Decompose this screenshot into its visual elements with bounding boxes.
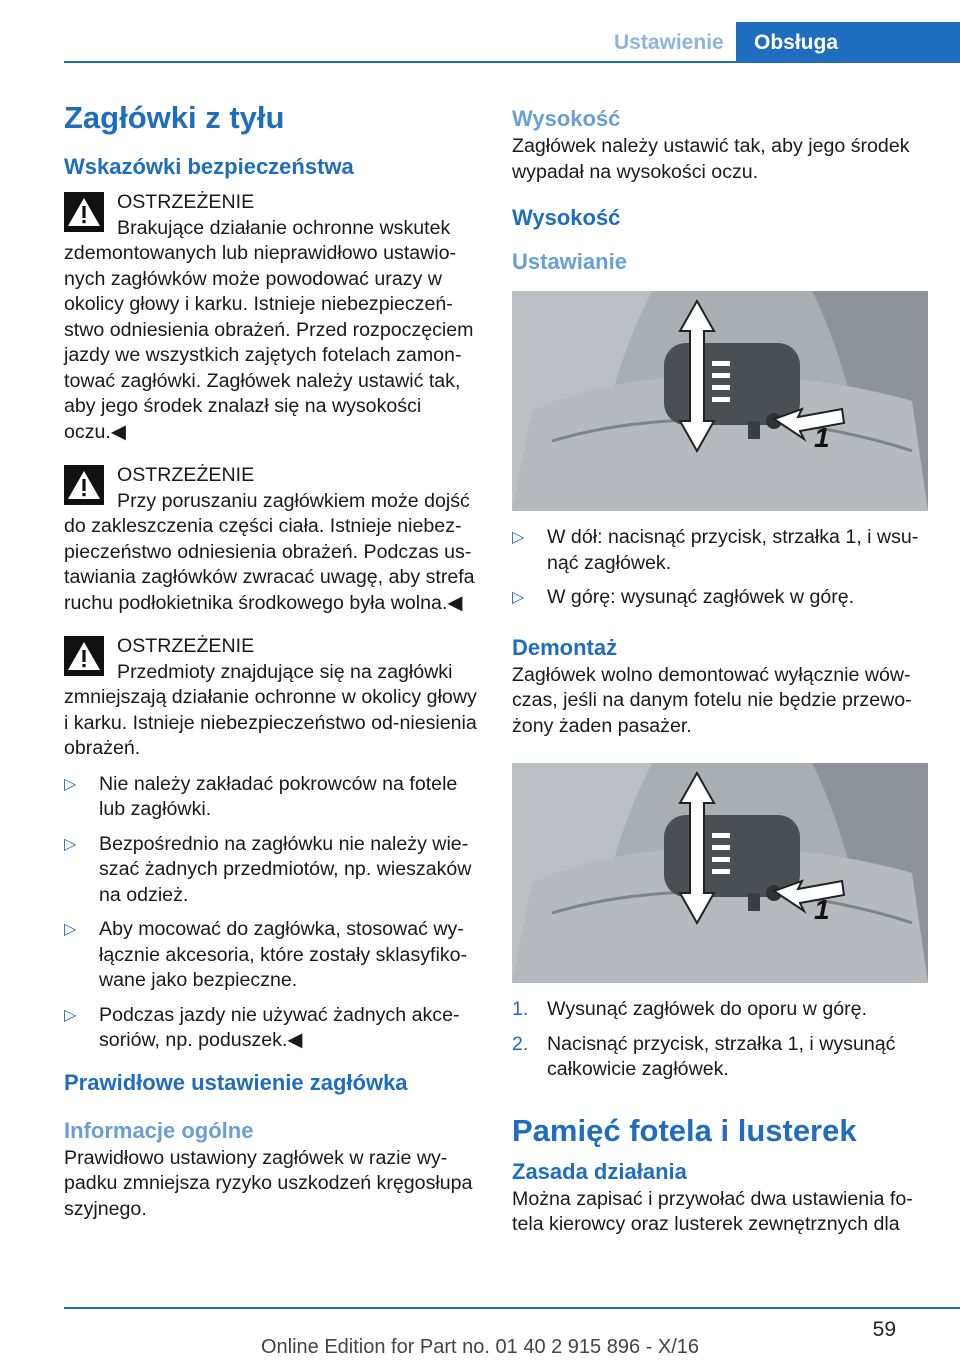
callout-label: 1	[814, 422, 830, 453]
headrest-adjust-photo	[512, 291, 928, 511]
left-column	[64, 96, 480, 1222]
warning-text: zdemontowanych lub nieprawidłowo ustawio-nych zagłówków może powodować urazy w okolicy głowy i karku. Istnieje niebezpieczeń-stwo odniesienia obrażeń. Przed rozpoczęciem jazdy we wszystkich zajętych fotelach zamon-tować zagłówki. Zagłówek należy ustawić tak, aby jego środek znalazł się na wysokości oczu.◀	[64, 242, 474, 443]
list-item: ▷ Nie należy zakładać pokrowców na fotele lub zagłówki.	[64, 772, 458, 820]
step-number: 1.	[512, 998, 529, 1020]
bullet-marker-icon: ▷	[64, 775, 77, 793]
bullet-marker-icon: ▷	[64, 921, 77, 938]
warning-block-1	[64, 190, 480, 445]
footer-rule	[64, 1307, 960, 1309]
page-number: 59	[872, 1318, 896, 1341]
bullet-marker-icon: ▷	[64, 1006, 77, 1024]
list-item: 2. Nacisnąć przycisk, strzałka 1, i wysunąć całkowicie zagłówek.	[512, 1032, 896, 1080]
section-title: Zagłówki z tyłu	[64, 100, 285, 135]
warning-text: do zakleszczenia części ciała. Istnieje niebez-pieczeństwo odniesienia obrażeń. Podczas us-tawiania zagłówków zwracać uwagę, aby strefa ruchu podłokietnika środkowego była wolna.◀	[64, 515, 475, 614]
warning-text-first: Brakujące działanie ochronne wskutek	[117, 216, 451, 239]
safety-bullet-list	[64, 772, 480, 1054]
height-heading: Wysokość	[512, 106, 621, 131]
headrest-removal-photo	[512, 763, 928, 983]
warning-icon	[64, 465, 104, 505]
correct-adjustment-heading: Prawidłowe ustawienie zagłówka	[64, 1069, 408, 1095]
list-item: ▷ W dół: nacisnąć przycisk, strzałka 1, i wsu-nąć zagłówek.	[512, 526, 919, 574]
list-item: ▷ Podczas jazdy nie używać żadnych akce-soriów, np. poduszek.◀	[64, 1003, 460, 1051]
warning-text-first: Przedmioty znajdujące się na zagłówki	[117, 660, 453, 683]
removal-steps-list	[512, 997, 928, 1083]
page-header	[0, 0, 960, 62]
warning-icon	[64, 192, 104, 232]
warning-text-first: Przy poruszaniu zagłówkiem może dojść	[117, 489, 470, 512]
height-heading-2: Wysokość	[512, 205, 621, 230]
removal-heading: Demontaż	[512, 634, 618, 660]
bullet-marker-icon: ▷	[64, 835, 77, 853]
step-number: 2.	[512, 1032, 529, 1055]
list-item: ▷ W górę: wysunąć zagłówek w górę.	[512, 585, 928, 611]
warning-title: OSTRZEŻENIE	[117, 464, 255, 486]
list-item: ▷ Aby mocować do zagłówka, stosować wy-łącznie akcesoria, które zostały sklasyfiko-wane jako bezpieczne.	[64, 918, 468, 991]
callout-label: 1	[814, 894, 830, 925]
adjust-bullet-list	[512, 525, 928, 611]
warning-block-2	[64, 463, 480, 616]
removal-text: Zagłówek wolno demontować wyłącznie wów-czas, jeśli na danym fotelu nie będzie przewo-żony żaden pasażer.	[512, 663, 912, 737]
header-rule	[64, 61, 960, 63]
edition-footer: Online Edition for Part no. 01 40 2 915 896 - X/16	[260, 1336, 700, 1358]
list-item: 1. Wysunąć zagłówek do oporu w górę.	[512, 997, 928, 1023]
warning-title: OSTRZEŻENIE	[117, 635, 255, 657]
warning-text: zmniejszają działanie ochronne w okolicy głowy i karku. Istnieje niebezpieczeństwo od-niesienia obrażeń.	[64, 686, 477, 759]
list-item: ▷ Bezpośrednio na zagłówku nie należy wie-szać żadnych przedmiotów, np. wieszaków na odzież.	[64, 832, 472, 906]
bullet-marker-icon: ▷	[512, 529, 525, 546]
general-info-heading: Informacje ogólne	[64, 1117, 254, 1143]
principle-text: Można zapisać i przywołać dwa ustawienia fo-tela kierowcy oraz lusterek zewnętrznych dla	[512, 1187, 913, 1235]
principle-heading: Zasada działania	[512, 1158, 687, 1184]
bullet-marker-icon: ▷	[512, 589, 525, 606]
right-column	[512, 104, 928, 1238]
adjust-heading: Ustawianie	[512, 249, 627, 274]
height-text: Zagłówek należy ustawić tak, aby jego środek wypadał na wysokości oczu.	[512, 135, 910, 183]
safety-heading: Wskazówki bezpieczeństwa	[64, 154, 354, 179]
warning-block-3	[64, 634, 480, 762]
warning-icon	[64, 636, 104, 676]
tab-ustawienie[interactable]: Ustawienie	[614, 31, 724, 54]
memory-heading: Pamięć fotela i lusterek	[512, 1112, 857, 1148]
tab-obsluga[interactable]: Obsługa	[736, 22, 960, 62]
general-info-text: Prawidłowo ustawiony zagłówek w razie wy-padku zmniejsza ryzyko uszkodzeń kręgosłupa szyjnego.	[64, 1146, 473, 1220]
warning-title: OSTRZEŻENIE	[117, 191, 255, 213]
